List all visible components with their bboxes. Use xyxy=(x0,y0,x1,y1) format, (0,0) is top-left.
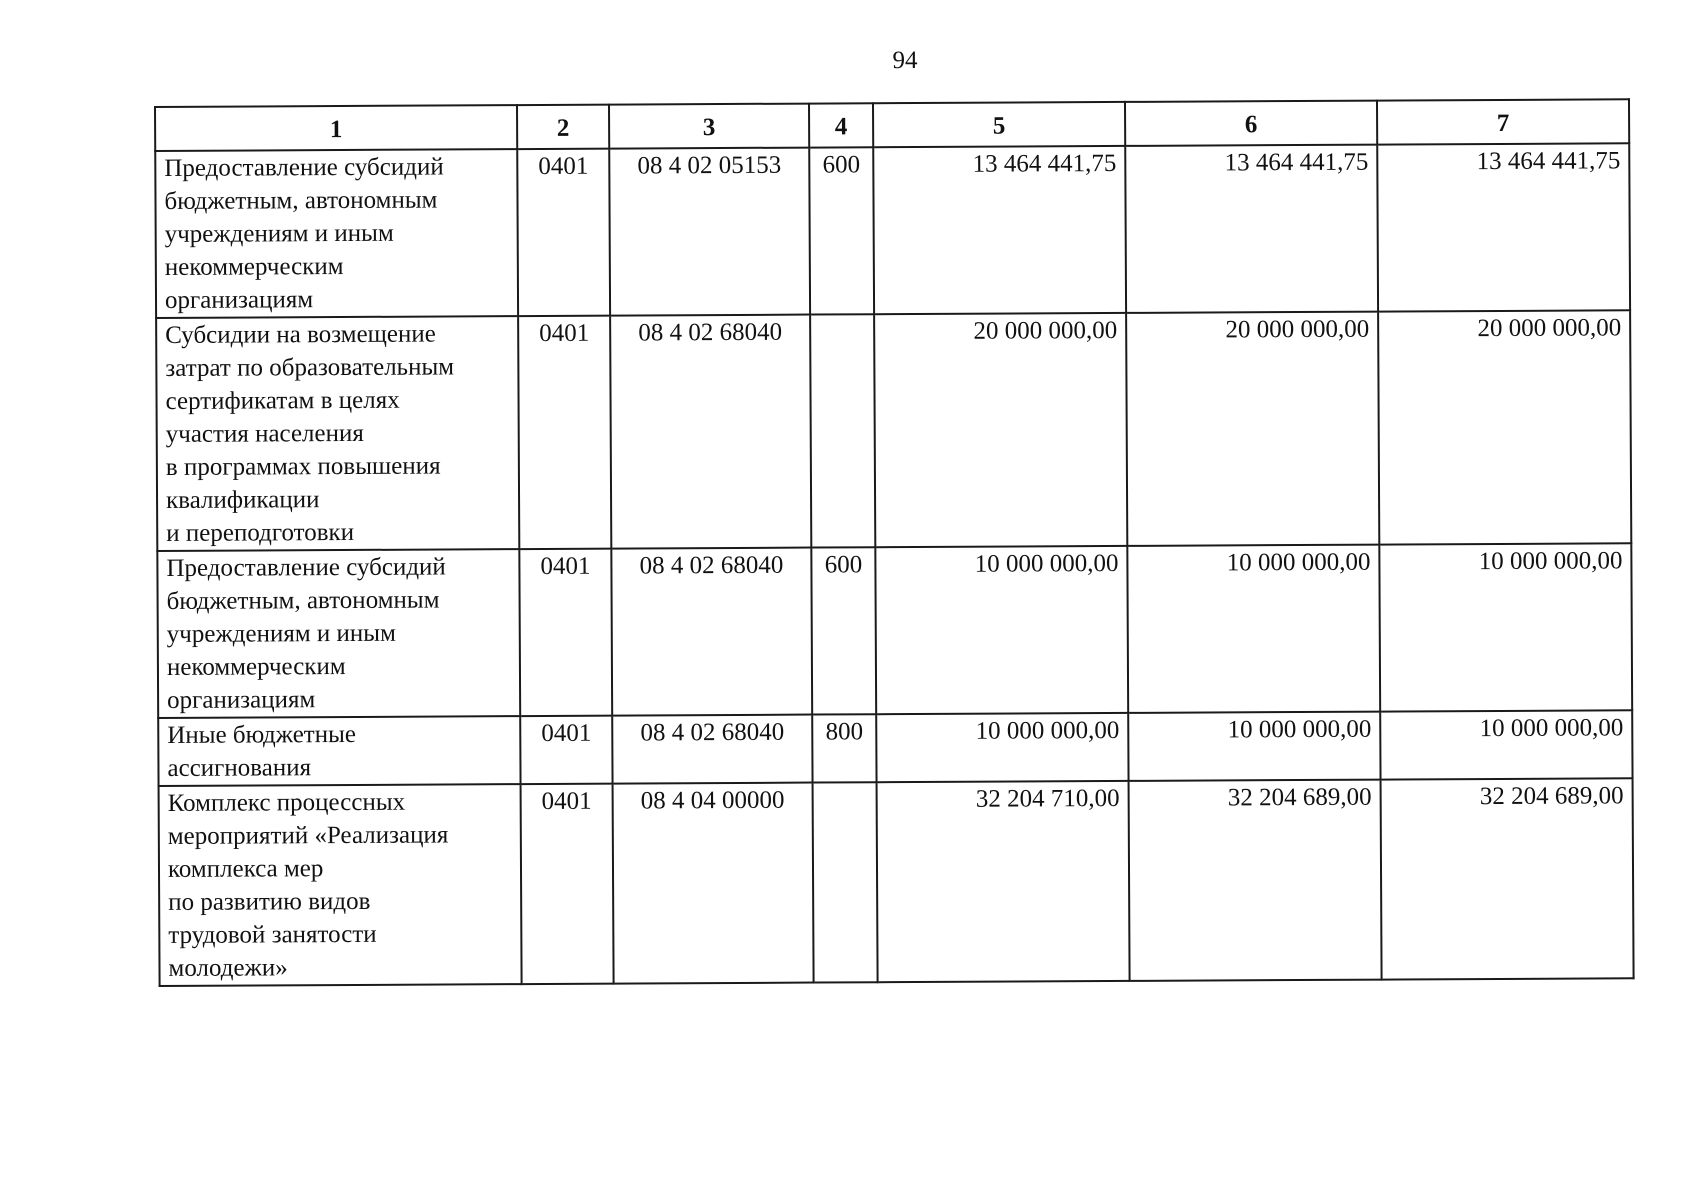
row-name-line: затрат по образовательным xyxy=(165,353,455,382)
row-name-cell xyxy=(157,549,520,718)
row-type-code: 800 xyxy=(812,714,876,782)
row-name-line: молодежи» xyxy=(168,954,288,982)
table-row xyxy=(156,310,1631,551)
row-name-line: организациям xyxy=(167,686,316,714)
row-name-line: Комплекс процессных xyxy=(167,788,406,817)
header-row xyxy=(155,99,1629,151)
row-name-cell xyxy=(155,149,518,318)
row-name-line: комплекса мер xyxy=(167,855,324,883)
row-amount-col6: 13 464 441,75 xyxy=(1125,145,1378,313)
row-target-code: 08 4 02 68040 xyxy=(610,315,811,549)
row-name-line: Предоставление субсидий xyxy=(166,553,446,582)
header-col-7: 7 xyxy=(1377,99,1629,144)
row-name-line: участия населения xyxy=(165,419,364,448)
row-name-line: по развитию видов xyxy=(168,887,371,916)
row-name-line: бюджетным, автономным xyxy=(164,186,438,215)
row-name-line: и переподготовки xyxy=(166,518,355,547)
page-number: 94 xyxy=(892,47,918,74)
row-name-line: трудовой занятости xyxy=(168,920,377,949)
row-target-code: 08 4 04 00000 xyxy=(613,783,814,984)
row-name-line: учреждениям и иным xyxy=(166,619,396,648)
row-type-code: 600 xyxy=(809,147,874,314)
row-amount-col5: 20 000 000,00 xyxy=(874,313,1127,547)
row-name-line: бюджетным, автономным xyxy=(166,586,440,615)
row-amount-col5: 10 000 000,00 xyxy=(876,713,1128,782)
row-amount-col7: 10 000 000,00 xyxy=(1380,710,1632,779)
row-name-line: организациям xyxy=(164,286,314,314)
row-name-line: ассигнования xyxy=(167,754,312,782)
row-section-code: 0401 xyxy=(520,716,612,784)
row-amount-col7: 20 000 000,00 xyxy=(1378,310,1631,544)
row-name-line: некоммерческим xyxy=(164,253,344,281)
row-name-line: Предоставление субсидий xyxy=(164,153,444,182)
budget-table xyxy=(154,98,1635,987)
row-amount-col5: 13 464 441,75 xyxy=(873,146,1126,314)
row-name-line: в программах повышения xyxy=(165,452,441,481)
row-type-code xyxy=(810,314,875,547)
row-amount-col6: 10 000 000,00 xyxy=(1128,712,1380,781)
row-name-line: учреждениям и иным xyxy=(164,219,394,248)
row-type-code: 600 xyxy=(811,547,876,714)
header-col-5: 5 xyxy=(873,102,1125,147)
row-section-code: 0401 xyxy=(518,316,611,549)
row-target-code: 08 4 02 68040 xyxy=(612,715,812,784)
table-row xyxy=(158,710,1632,786)
row-amount-col7: 10 000 000,00 xyxy=(1379,543,1632,711)
row-name-line: Субсидии на возмещение xyxy=(165,320,436,349)
row-amount-col5: 32 204 710,00 xyxy=(877,781,1130,982)
row-amount-col6: 20 000 000,00 xyxy=(1126,312,1379,546)
row-name-line: сертификатам в целях xyxy=(165,386,400,415)
row-amount-col7: 32 204 689,00 xyxy=(1381,778,1634,979)
row-name-cell xyxy=(159,784,522,986)
header-col-6: 6 xyxy=(1125,101,1377,146)
row-amount-col5: 10 000 000,00 xyxy=(875,546,1128,714)
row-amount-col7: 13 464 441,75 xyxy=(1377,143,1630,311)
row-amount-col6: 10 000 000,00 xyxy=(1127,545,1380,713)
row-name-line: мероприятий «Реализация xyxy=(167,821,449,850)
row-amount-col6: 32 204 689,00 xyxy=(1129,780,1382,981)
row-section-code: 0401 xyxy=(517,149,610,316)
row-section-code: 0401 xyxy=(521,784,614,984)
header-col-3: 3 xyxy=(609,104,809,149)
row-type-code xyxy=(813,782,878,982)
row-name-line: квалификации xyxy=(165,486,320,514)
row-name-cell xyxy=(156,316,519,551)
table-row xyxy=(159,778,1634,986)
row-target-code: 08 4 02 05153 xyxy=(609,148,810,316)
table-row xyxy=(155,143,1630,318)
row-name-line: Иные бюджетные xyxy=(167,720,357,749)
row-section-code: 0401 xyxy=(519,549,612,716)
row-target-code: 08 4 02 68040 xyxy=(611,548,812,716)
header-col-2: 2 xyxy=(517,105,609,149)
row-name-cell xyxy=(158,716,520,786)
row-name-line: некоммерческим xyxy=(166,653,346,681)
table-row xyxy=(157,543,1632,718)
header-col-4: 4 xyxy=(809,103,873,147)
header-col-1: 1 xyxy=(155,105,517,151)
